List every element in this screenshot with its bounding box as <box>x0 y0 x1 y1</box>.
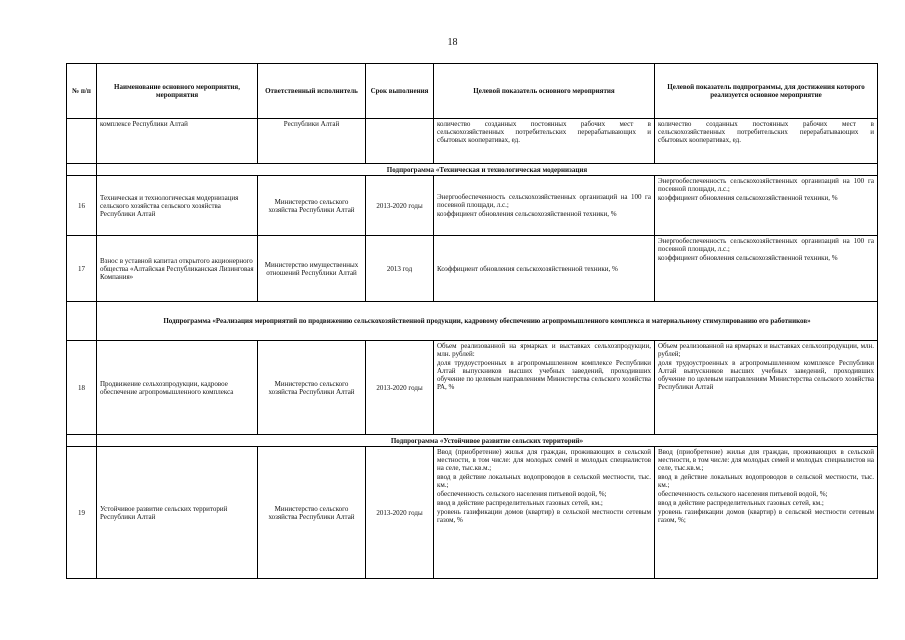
activities-table <box>66 63 878 579</box>
header-target-main: Целевой показатель основного мероприятия <box>434 64 655 119</box>
indicator: коэффициент обновления сельскохозяйственной техники, % <box>658 194 838 202</box>
header-term: Срок выполнения <box>366 64 434 119</box>
row-number: 17 <box>67 236 97 302</box>
target-main <box>434 447 655 579</box>
cell-num <box>67 302 97 341</box>
target-main <box>434 176 655 236</box>
cell-responsible: Республики Алтай <box>258 119 366 164</box>
indicator: доля трудоустроенных в агропромышленном комплексе Республики Алтай выпускников высших учебных заведений, проходивших обучение по целевым направлениям Министерства сельского хозяйства РА, % <box>437 359 651 391</box>
indicator: Энергообеспеченность сельскохозяйственных организаций на 100 га посевной площади, л.с.; <box>658 237 874 253</box>
cell-num <box>67 435 97 447</box>
indicator: уровень газификации домов (квартир) в сельской местности сетевым газом, % <box>437 508 651 524</box>
indicator: ввод в действие локальных водопроводов в сельской местности, тыс. км.; <box>658 473 874 489</box>
execution-term: 2013 год <box>366 236 434 302</box>
page-number: 18 <box>447 37 458 48</box>
cell-term <box>366 119 434 164</box>
row-number: 19 <box>67 447 97 579</box>
subprogram-title: Подпрограмма «Устойчивое развитие сельских территорий» <box>97 435 878 447</box>
subprogram-row <box>67 302 878 341</box>
subprogram-row <box>67 164 878 176</box>
indicator: ввод в действие локальных водопроводов в сельской местности, тыс. км.; <box>437 473 651 489</box>
indicator: коэффициент обновления сельскохозяйственной техники, % <box>658 254 838 262</box>
target-sub <box>655 341 878 435</box>
header-num: № п/п <box>67 64 97 119</box>
responsible-executor: Министерство сельского хозяйства Республики Алтай <box>258 176 366 236</box>
activity-name: Устойчивое развитие сельских территорий Республики Алтай <box>97 447 258 579</box>
row-number: 16 <box>67 176 97 236</box>
indicator: коэффициент обновления сельскохозяйственной техники, % <box>437 210 617 218</box>
indicator: уровень газификации домов (квартир) в сельской местности сетевым газом, %; <box>658 508 874 524</box>
target-main <box>434 341 655 435</box>
cell-name: комплексе Республики Алтай <box>97 119 258 164</box>
execution-term: 2013-2020 годы <box>366 176 434 236</box>
responsible-executor: Министерство сельского хозяйства Республики Алтай <box>258 447 366 579</box>
target-sub <box>655 236 878 302</box>
target-main: Коэффициент обновления сельскохозяйственной техники, % <box>434 236 655 302</box>
indicator: ввод в действие распределительных газовых сетей, км.; <box>658 499 824 507</box>
cell-num <box>67 164 97 176</box>
subprogram-title: Подпрограмма «Техническая и технологическая модернизация <box>97 164 878 176</box>
subprogram-title: Подпрограмма «Реализация мероприятий по продвижению сельскохозяйственной продукции, кадровому обеспечению агропромышленного комплекса и материальному стимулированию его работников» <box>97 302 878 341</box>
activity-name: Техническая и технологическая модернизация сельского хозяйства сельского хозяйства Республики Алтай <box>97 176 258 236</box>
indicator: Объем реализованной на ярмарках и выставках сельхозпродукции, млн. рублей: <box>437 342 651 358</box>
indicator: Ввод (приобретение) жилья для граждан, проживающих в сельской местности, в том числе: для молодых семей и молодых специалистов на селе, тыс.кв.м.; <box>437 448 651 472</box>
indicator: обеспеченность сельского населения питьевой водой, %; <box>437 490 607 498</box>
responsible-executor: Министерство сельского хозяйства Республики Алтай <box>258 341 366 435</box>
indicator: Энергообеспеченность сельскохозяйственных организаций на 100 га посевной площади, л.с.; <box>437 193 651 209</box>
indicator: Объем реализованной на ярмарках и выставках сельхозпродукции, млн. рублей; <box>658 342 874 358</box>
table-row-16 <box>67 176 878 236</box>
target-sub <box>655 176 878 236</box>
table-row-continuation <box>67 119 878 164</box>
header-target-sub: Целевой показатель подпрограммы, для достижения которого реализуется основное мероприятие <box>655 64 878 119</box>
activity-name: Продвижение сельхозпродукции, кадровое обеспечение агропромышленного комплекса <box>97 341 258 435</box>
indicator: ввод в действие распределительных газовых сетей, км.; <box>437 499 603 507</box>
header-responsible: Ответственный исполнитель <box>258 64 366 119</box>
target-sub <box>655 447 878 579</box>
execution-term: 2013-2020 годы <box>366 447 434 579</box>
responsible-executor: Министерство имущественных отношений Республики Алтай <box>258 236 366 302</box>
row-number: 18 <box>67 341 97 435</box>
cell-target-main: количество созданных постоянных рабочих мест в сельскохозяйственных потребительских перерабатывающих и сбытовых кооперативах, ед. <box>434 119 655 164</box>
table-row-18 <box>67 341 878 435</box>
execution-term: 2013-2020 годы <box>366 341 434 435</box>
header-name: Наименование основного мероприятия, мероприятия <box>97 64 258 119</box>
indicator: Ввод (приобретение) жилья для граждан, проживающих в сельской местности, в том числе: для молодых семей и молодых специалистов на селе, тыс.кв.м.; <box>658 448 874 472</box>
indicator: доля трудоустроенных в агропромышленном комплексе Республики Алтай выпускников высших учебных заведений, проходивших обучение по целевым направлениям Министерства сельского хозяйства Республики Алтай <box>658 359 874 391</box>
activity-name: Взнос в уставной капитал открытого акционерного общества «Алтайская Республиканская Лизинговая Компания» <box>97 236 258 302</box>
table-row-17 <box>67 236 878 302</box>
indicator: обеспеченность сельского населения питьевой водой, %; <box>658 490 828 498</box>
cell-target-sub: количество созданных постоянных рабочих мест в сельскохозяйственных потребительских перерабатывающих и сбытовых кооперативах, ед. <box>655 119 878 164</box>
cell-num <box>67 119 97 164</box>
table-row-19 <box>67 447 878 579</box>
table-header-row <box>67 64 878 119</box>
indicator: Энергообеспеченность сельскохозяйственных организаций на 100 га посевной площади, л.с.; <box>658 177 874 193</box>
subprogram-row <box>67 435 878 447</box>
